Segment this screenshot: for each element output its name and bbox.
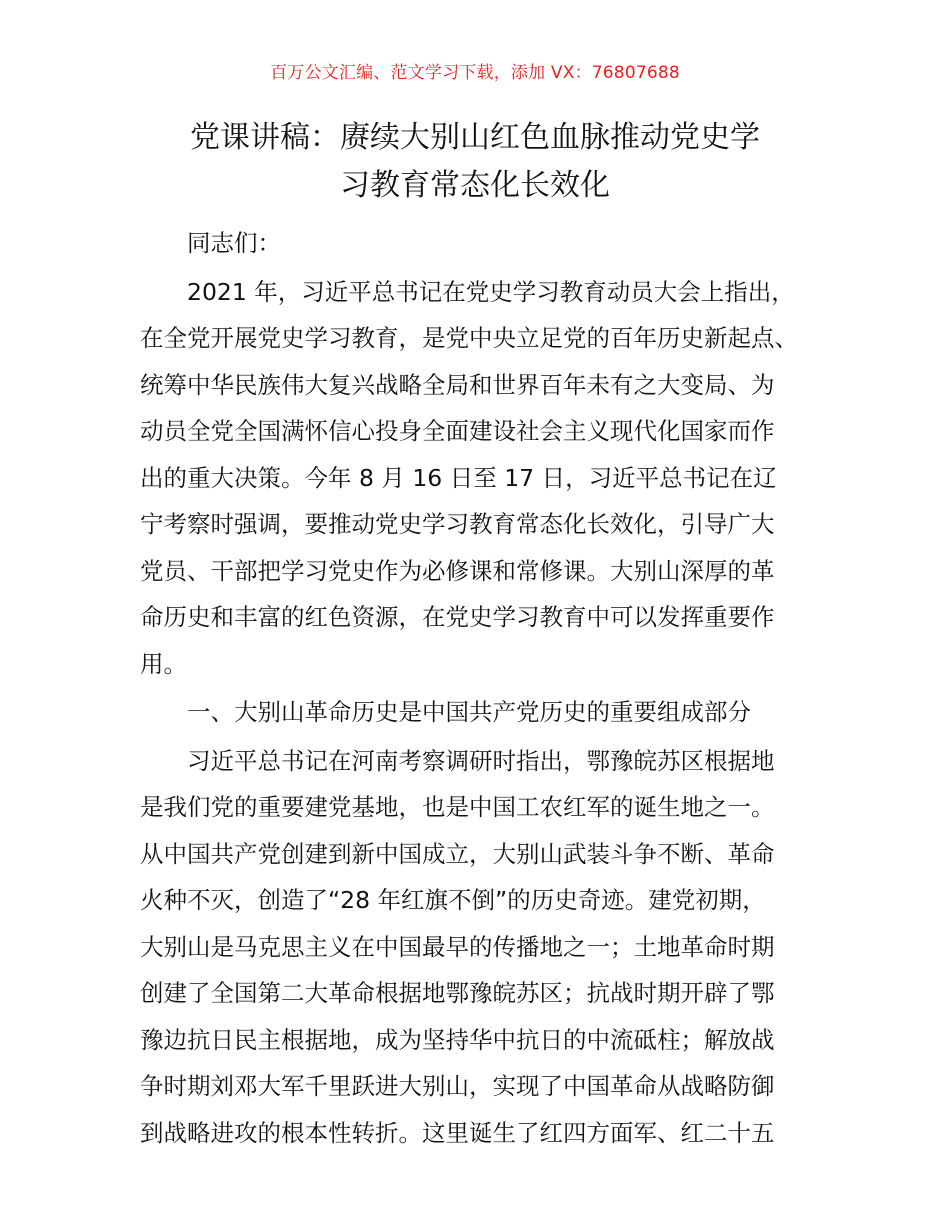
section-heading: 一、大别山革命历史是中国共产党历史的重要组成部分 <box>187 698 751 726</box>
paragraph-line: 命历史和丰富的红色资源，在党史学习教育中可以发挥重要作 <box>140 603 775 631</box>
greeting: 同志们： <box>187 229 281 257</box>
paragraph-line: 在全党开展党史学习教育，是党中央立足党的百年历史新起点、 <box>140 324 798 352</box>
header-banner: 百万公文汇编、范文学习下载，添加 VX：76807688 <box>270 63 680 83</box>
title-line-1: 党课讲稿：赓续大别山红色血脉推动党史学 <box>190 120 760 155</box>
paragraph-2 <box>140 738 830 1157</box>
paragraph-line: 创建了全国第二大革命根据地鄂豫皖苏区；抗战时期开辟了鄂 <box>140 979 775 1007</box>
paragraph-line: 用。 <box>140 649 187 678</box>
paragraph-line: 动员全党全国满怀信心投身全面建设社会主义现代化国家而作 <box>140 417 775 445</box>
paragraph-1 <box>140 269 830 688</box>
paragraph-line: 宁考察时强调，要推动党史学习教育常态化长效化，引导广大 <box>140 510 775 538</box>
paragraph-line: 争时期刘邓大军千里跃进大别山，实现了中国革命从战略防御 <box>140 1072 775 1100</box>
document-title <box>120 114 830 210</box>
paragraph-line: 从中国共产党创建到新中国成立，大别山武装斗争不断、革命 <box>140 839 775 868</box>
paragraph-line: 火种不灭，创造了“28 年红旗不倒”的历史奇迹。建党初期， <box>140 886 766 914</box>
paragraph-line: 2021 年，习近平总书记在党史学习教育动员大会上指出， <box>187 277 795 306</box>
paragraph-line: 豫边抗日民主根据地，成为坚持华中抗日的中流砥柱；解放战 <box>140 1025 775 1054</box>
paragraph-line: 出的重大决策。今年 8 月 16 日至 17 日，习近平总书记在辽 <box>140 463 777 492</box>
paragraph-line: 大别山是马克思主义在中国最早的传播地之一；土地革命时期 <box>140 932 775 961</box>
paragraph-line: 是我们党的重要建党基地，也是中国工农红军的诞生地之一。 <box>140 793 775 821</box>
paragraph-line: 到战略进攻的根本性转折。这里诞生了红四方面军、红二十五 <box>140 1118 775 1147</box>
title-line-2: 习教育常态化长效化 <box>340 168 610 203</box>
paragraph-line: 习近平总书记在河南考察调研时指出，鄂豫皖苏区根据地 <box>187 746 775 775</box>
paragraph-line: 统筹中华民族伟大复兴战略全局和世界百年未有之大变局、为 <box>140 370 775 399</box>
document-body <box>140 220 830 1158</box>
paragraph-line: 党员、干部把学习党史作为必修课和常修课。大别山深厚的革 <box>140 556 775 585</box>
